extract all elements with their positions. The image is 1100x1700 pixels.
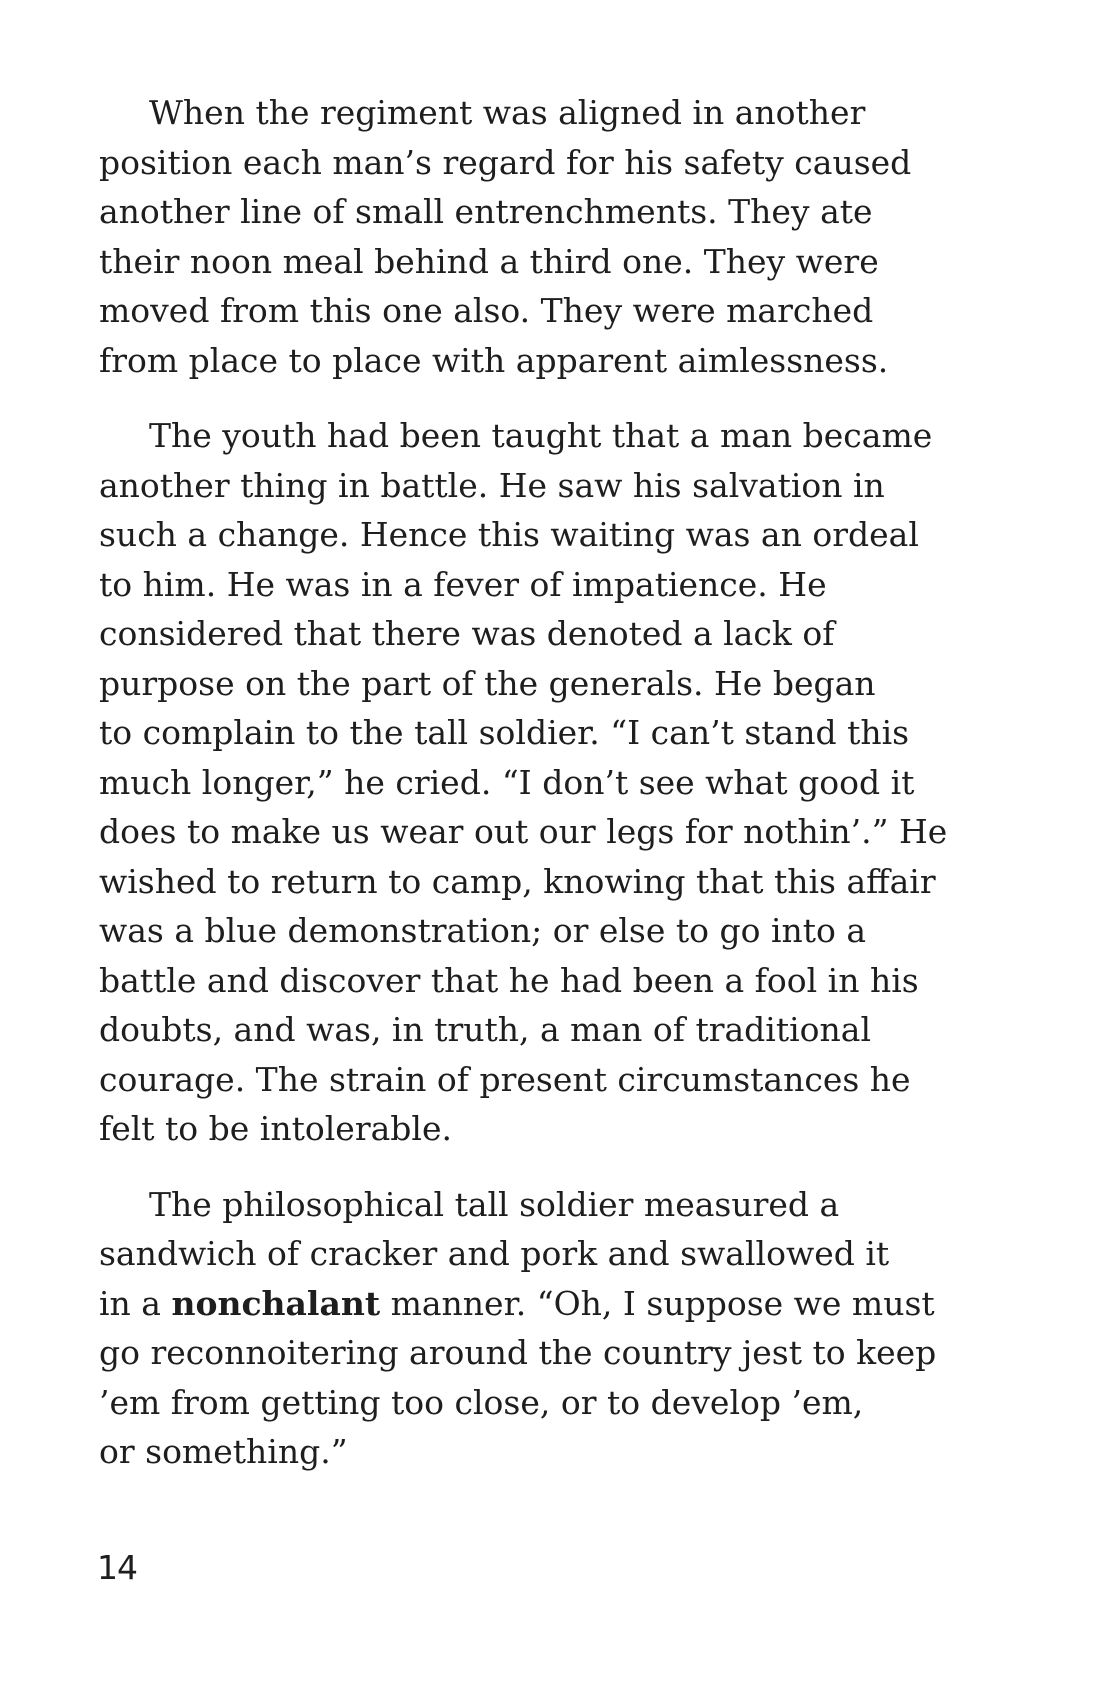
text-line: considered that there was denoted a lack of — [99, 614, 835, 653]
text-line: sandwich of cracker and pork and swallowed it — [99, 1234, 890, 1273]
text-line: or something.” — [99, 1432, 348, 1471]
text-line: does to make us wear out our legs for nothin’.” He — [99, 812, 948, 851]
text-line: battle and discover that he had been a fool in his — [99, 960, 919, 1000]
vocabulary-word: nonchalant — [171, 1283, 381, 1323]
text-line: another thing in battle. He saw his salvation in — [99, 465, 885, 505]
body-text — [99, 88, 948, 1503]
text-line: such a change. Hence this waiting was an ordeal — [99, 515, 919, 554]
text-line: to him. He was in a fever of impatience. He — [99, 564, 827, 604]
text-line: The philosophical tall soldier measured a — [149, 1184, 840, 1224]
page-number: 14 — [97, 1548, 137, 1587]
text-line-with-vocabulary — [99, 1279, 935, 1329]
text-fragment: manner. “Oh, I suppose we must — [380, 1283, 935, 1323]
text-line: wished to return to camp, knowing that this affair — [99, 861, 936, 901]
paragraph-3 — [99, 1180, 937, 1477]
text-line: another line of small entrenchments. They ate — [99, 192, 873, 231]
text-line: courage. The strain of present circumstances he — [99, 1059, 911, 1099]
text-line: their noon meal behind a third one. They were — [99, 241, 879, 281]
text-line: When the regiment was aligned in another — [149, 93, 866, 132]
text-line: The youth had been taught that a man became — [149, 416, 933, 455]
paragraph-1 — [99, 88, 919, 385]
text-line: ’em from getting too close, or to develop ’em, — [99, 1382, 864, 1422]
text-line: doubts, and was, in truth, a man of traditional — [99, 1010, 872, 1049]
text-line: moved from this one also. They were marched — [99, 291, 874, 330]
text-line: much longer,” he cried. “I don’t see what good it — [99, 762, 915, 802]
text-line: to complain to the tall soldier. “I can’t stand this — [99, 713, 910, 752]
text-line: felt to be intolerable. — [99, 1109, 452, 1148]
text-line: was a blue demonstration; or else to go into a — [99, 911, 867, 950]
text-line: purpose on the part of the generals. He began — [99, 663, 876, 703]
text-line: go reconnoitering around the country jest to keep — [99, 1333, 937, 1372]
text-line: position each man’s regard for his safety caused — [99, 142, 912, 182]
text-fragment: in a — [99, 1283, 172, 1323]
paragraph-2 — [99, 411, 948, 1154]
text-line: from place to place with apparent aimlessness. — [99, 340, 889, 380]
